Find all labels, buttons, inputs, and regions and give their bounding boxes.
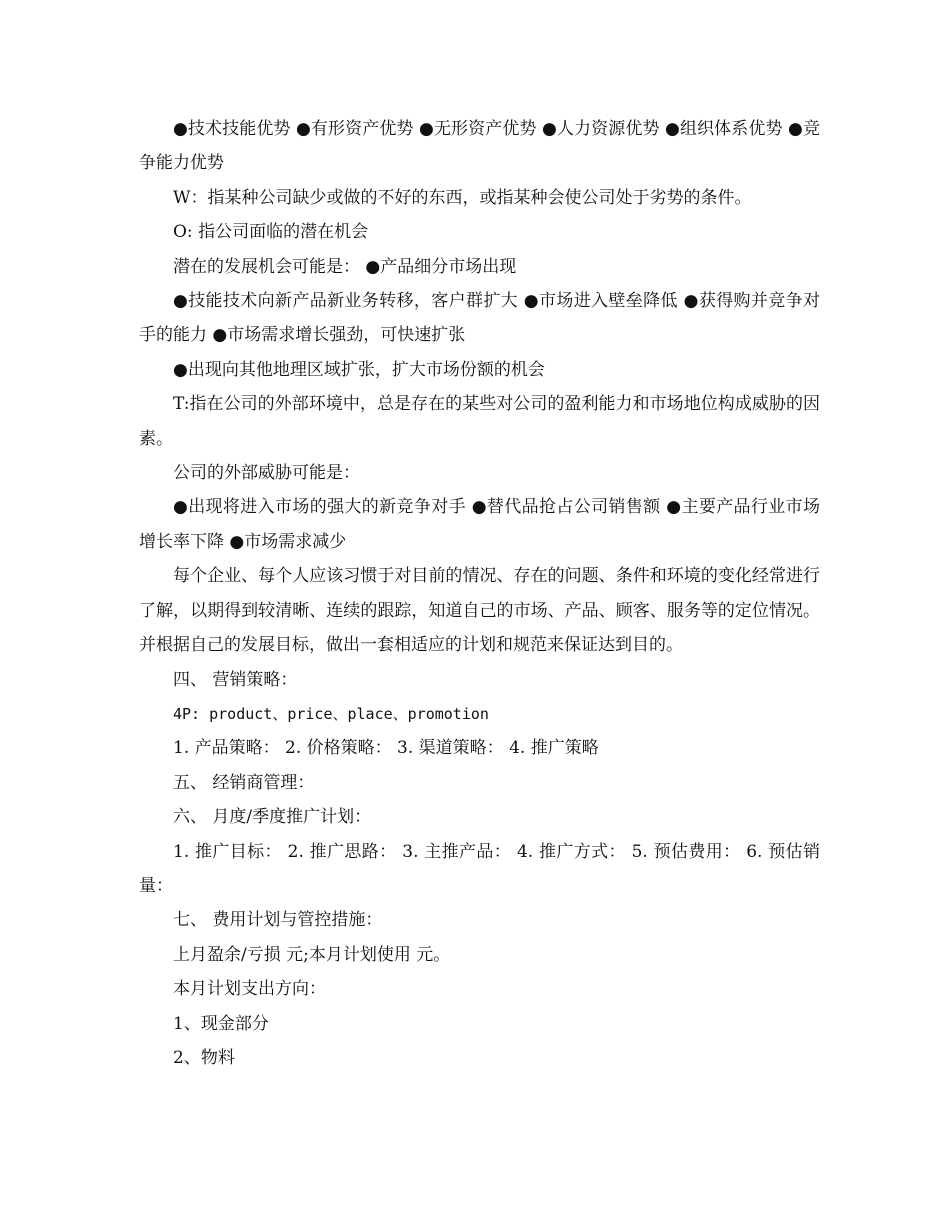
heading-promotion-plan: 六、 月度/季度推广计划： [173,807,372,828]
paragraph-opportunity-intro: 潜在的发展机会可能是： ●产品细分市场出现 [173,256,517,277]
paragraph-opportunity-list: ●技能技术向新产品新业务转移，客户群扩大 ●市场进入壁垒降低 ●获得购并竞争对手的能力 ●市场需求增长强劲，可快速扩张 [139,291,820,346]
paragraph-strengths-list: ●技术技能优势 ●有形资产优势 ●无形资产优势 ●人力资源优势 ●组织体系优势 ●竞争能力优势 [139,119,820,174]
paragraph-opportunity-expansion: ●出现向其他地理区域扩张，扩大市场份额的机会 [173,359,545,380]
paragraph-expense-direction: 本月计划支出方向： [173,979,326,1000]
paragraph-threat-definition: T:指在公司的外部环境中，总是存在的某些对公司的盈利能力和市场地位构成威胁的因素。 [139,394,820,449]
paragraph-threat-intro: 公司的外部威胁可能是： [173,463,360,484]
list-item-cash: 1、现金部分 [173,1013,269,1034]
paragraph-weakness-definition: W：指某种公司缺少或做的不好的东西，或指某种会使公司处于劣势的条件。 [173,187,752,208]
paragraph-analysis-summary: 每个企业、每个人应该习惯于对目前的情况、存在的问题、条件和环境的变化经常进行了解，以期得到较清晰、连续的跟踪，知道自己的市场、产品、顾客、服务等的定位情况。并根据自己的发展目标，做出一套相适应的计划和规范来保证达到目的。 [139,566,820,656]
paragraph-budget-line: 上月盈余/亏损 元;本月计划使用 元。 [173,944,451,965]
paragraph-4p: 4P: product、price、place、promotion [173,704,489,723]
paragraph-promotion-items: 1. 推广目标： 2. 推广思路： 3. 主推产品： 4. 推广方式： 5. 预估费用： 6. 预估销量： [139,841,820,896]
paragraph-strategy-items: 1. 产品策略： 2. 价格策略： 3. 渠道策略： 4. 推广策略 [173,738,599,759]
heading-cost-plan: 七、 费用计划与管控措施： [173,910,383,931]
heading-marketing-strategy: 四、 营销策略： [173,669,298,690]
document-body [139,112,820,1075]
paragraph-opportunity-definition: O: 指公司面临的潜在机会 [173,222,369,243]
paragraph-threat-list: ●出现将进入市场的强大的新竞争对手 ●替代品抢占公司销售额 ●主要产品行业市场增长率下降 ●市场需求减少 [139,497,820,552]
heading-dealer-management: 五、 经销商管理： [173,772,315,793]
list-item-materials: 2、物料 [173,1047,235,1068]
